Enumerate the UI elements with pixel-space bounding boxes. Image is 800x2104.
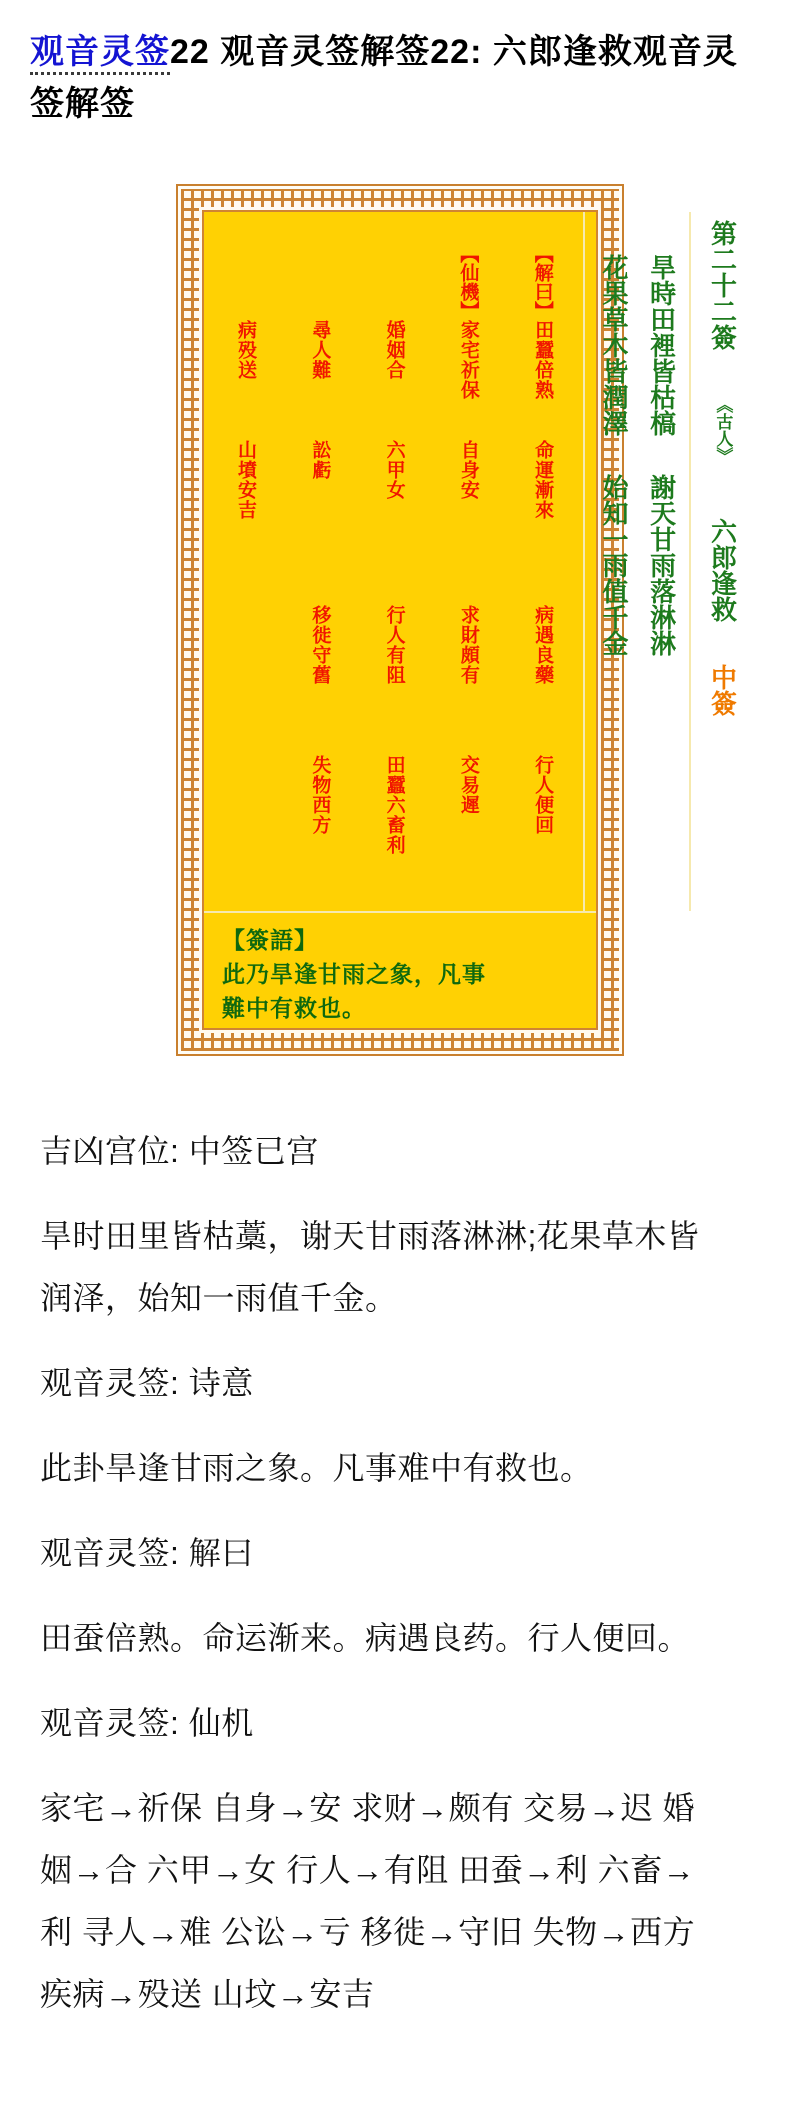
- grid-cell: 六甲女: [383, 440, 405, 500]
- poem-column-left: [594, 254, 633, 911]
- qianyu-text-line1: 此乃旱逢甘雨之象，凡事: [222, 961, 486, 987]
- grid-cell: 田蠶六畜利: [383, 755, 405, 855]
- sign-number: 第二十二簽: [707, 220, 738, 350]
- poem-line-1: 旱時田裡皆枯槁: [646, 254, 677, 436]
- greek-key-border: [181, 189, 738, 1051]
- shiyi-label: 观音灵签: 诗意: [40, 1365, 254, 1401]
- jieyue-xianji-panel: [204, 212, 583, 911]
- luck-position-text: 吉凶宫位: 中签已宫: [40, 1133, 319, 1169]
- xianji-line1: 家宅→祈保 自身→安 求财→颇有 交易→迟 婚: [40, 1790, 696, 1826]
- grid-cell-empty: [208, 605, 282, 755]
- grid-cell: 求財頗有: [457, 605, 479, 685]
- poem-line-4: 始知一雨值千金: [599, 474, 629, 656]
- poem-line-2: 謝天甘雨落淋淋: [646, 474, 677, 656]
- jieyue-label: 观音灵签: 解曰: [40, 1535, 254, 1571]
- sign-figure: 六郎逢救: [707, 518, 738, 622]
- xianji-header: 【仙機】: [457, 244, 479, 320]
- page-title: [30, 26, 770, 130]
- grid-cell: 家宅祈保: [457, 320, 479, 400]
- poem-column-right: [642, 254, 681, 911]
- sign-title-panel: [691, 212, 753, 911]
- poem-paragraph-line1: 旱时田里皆枯藁，谢天甘雨落淋淋;花果草木皆: [40, 1218, 700, 1254]
- fortune-slip-image: [176, 184, 738, 1056]
- grid-cell: 交易遲: [457, 755, 479, 815]
- qianyu-section: [204, 911, 596, 1028]
- page-title-line1-rest: 22 观音灵签解签22: 六郎逢救观音灵: [170, 33, 738, 71]
- grid-cell: 尋人難: [309, 320, 331, 380]
- qianyu-header: 【簽語】: [222, 927, 318, 953]
- grid-cell: 行人有阻: [383, 605, 405, 685]
- page-title-line2: 签解签: [30, 85, 135, 123]
- article-body: [40, 1120, 760, 2025]
- sign-grade: 中簽: [707, 664, 738, 716]
- xianji-label: 观音灵签: 仙机: [40, 1705, 254, 1741]
- grid-cell: 山墳安吉: [235, 440, 257, 520]
- grid-cell: 命運漸來: [532, 440, 554, 520]
- grid-cell: 訟虧: [309, 440, 331, 480]
- grid-cell-empty: [208, 244, 282, 320]
- xianji-line2: 姻→合 六甲→女 行人→有阻 田蚕→利 六畜→: [40, 1852, 696, 1888]
- xianji-text: [40, 1777, 760, 2025]
- xianji-line3: 利 寻人→难 公讼→亏 移徙→守旧 失物→西方: [40, 1914, 696, 1950]
- jieyue-text: 田蚕倍熟。命运渐来。病遇良药。行人便回。: [40, 1620, 691, 1656]
- poem-paragraph-line2: 润泽，始知一雨值千金。: [40, 1280, 398, 1316]
- qianyu-text-line2: 難中有救也。: [222, 995, 366, 1021]
- grid-cell: 移徙守舊: [309, 605, 331, 685]
- grid-cell-empty: [208, 755, 282, 911]
- poem-panel: [583, 212, 691, 911]
- grid-cell: 自身安: [457, 440, 479, 500]
- xianji-line4: 疾病→殁送 山坟→安吉: [40, 1976, 375, 2012]
- grid-cell: 行人便回: [532, 755, 554, 835]
- grid-cell: 病遇良藥: [532, 605, 554, 685]
- shiyi-text: 此卦旱逢甘雨之象。凡事难中有救也。: [40, 1450, 593, 1486]
- grid-cell: 田蠶倍熟: [532, 320, 554, 400]
- grid-cell-empty: [357, 244, 431, 320]
- guanyin-lingqian-link[interactable]: 观音灵签: [30, 33, 170, 75]
- poem-line-3: 花果草木皆潤澤: [599, 254, 629, 436]
- poem-paragraph: [40, 1205, 760, 1329]
- jieyue-header: 【解曰】: [531, 244, 553, 320]
- grid-cell: 婚姻合: [383, 320, 405, 380]
- grid-cell: 病殁送: [235, 320, 257, 380]
- grid-cell-empty: [282, 244, 356, 320]
- sign-category: 《古人》: [713, 396, 733, 464]
- grid-cell: 失物西方: [309, 755, 331, 835]
